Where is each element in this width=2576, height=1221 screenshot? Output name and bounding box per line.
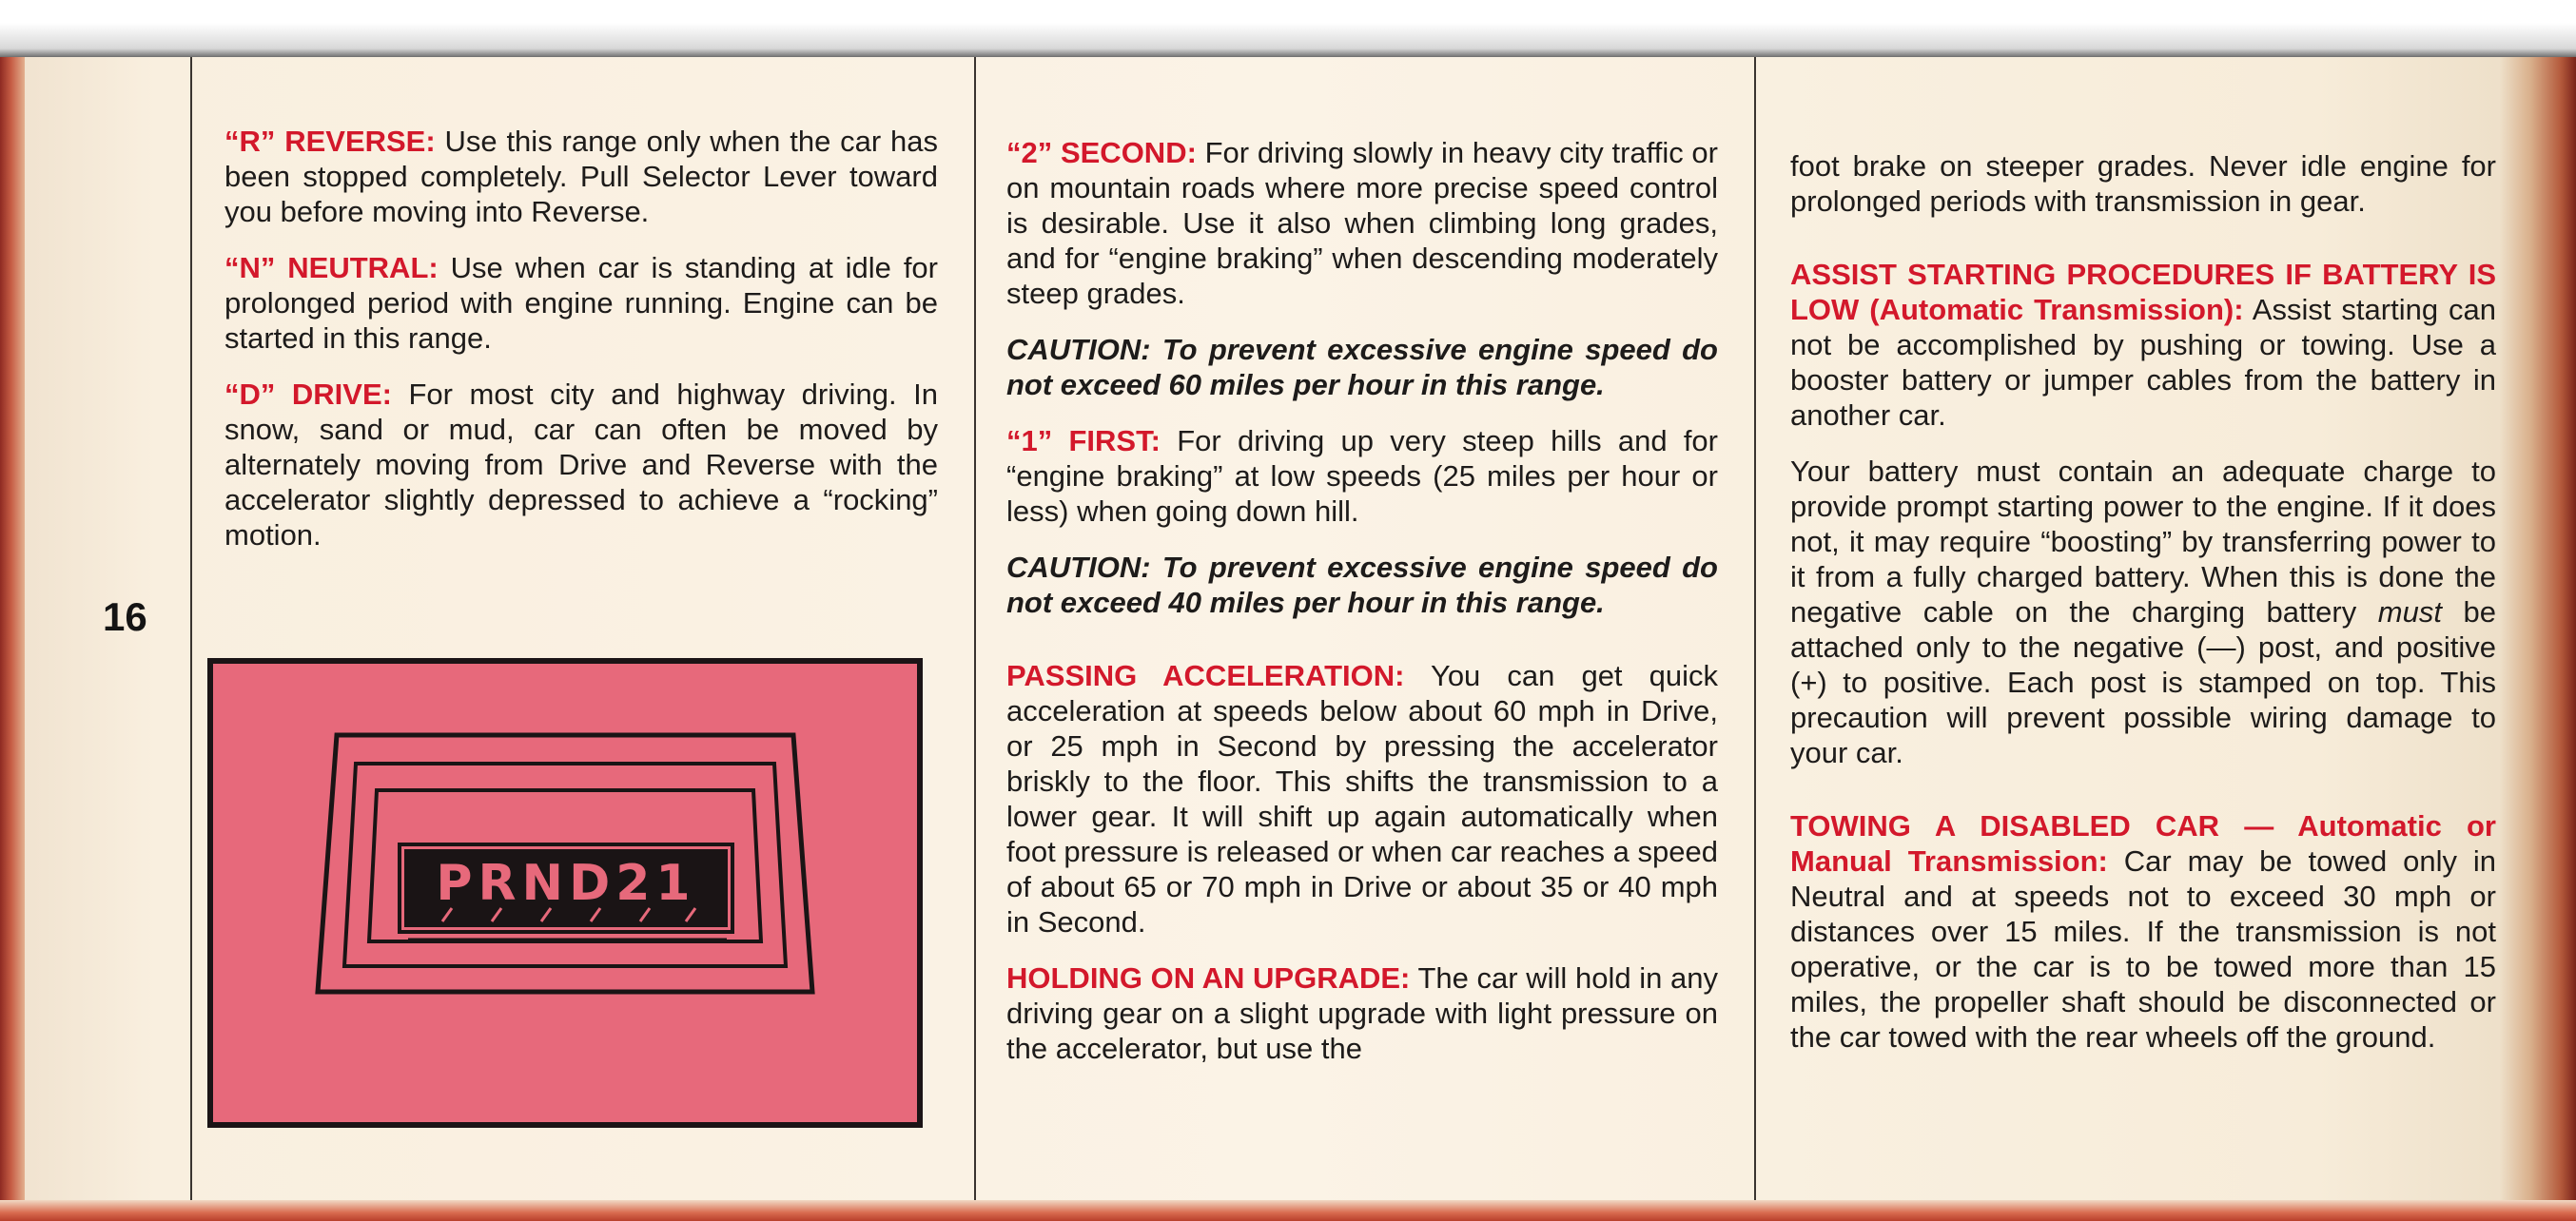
column-divider xyxy=(1754,57,1756,1200)
page-number: 16 xyxy=(103,594,147,639)
text-passing: You can get quick acceleration at speeds below about 60 mph in Drive, or 25 mph in Second by pressing the accelerator briskly to the floor. This shifts the transmission to a lower gear. It will shift up again automatically when foot pressure is released or when car reaches a speed of about 65 or 70 mph in Drive or about 35 or 40 mph in Second. xyxy=(1006,659,1718,939)
heading-assist: ASSIST STARTING PROCEDURES IF BATTERY IS LOW (Automatic Transmission): xyxy=(1790,258,2496,326)
paragraph-second xyxy=(1006,135,1718,311)
text-battery-emphasis: must xyxy=(2377,595,2442,629)
text-towing: Car may be towed only in Neutral and at speeds not to exceed 30 mph or distances over 15 miles. If the transmission is not operative, or the car is to be towed more than 15 miles, the propeller shaft should be disconnected or the car towed with the rear wheels off the ground. xyxy=(1790,844,2496,1054)
text-battery-b: be attached only to the negative (—) post, and positive (+) to positive. Each post is stamped on top. This precaution will prevent possible wiring damage to your car. xyxy=(1790,595,2496,769)
paragraph-reverse xyxy=(224,124,938,229)
text-battery-a: Your battery must contain an adequate charge to provide prompt starting power to the engine. If it does not, it may require “boosting” by transferring power to it from a fully charged battery. When this is done the negative cable on the charging battery xyxy=(1790,455,2496,629)
heading-reverse: “R” REVERSE: xyxy=(224,125,436,158)
gear-indicator-display xyxy=(401,846,731,930)
text-first: For driving up very steep hills and for “engine braking” at low speeds (25 miles per hour or less) when going down hill. xyxy=(1006,424,1718,528)
heading-drive: “D” DRIVE: xyxy=(224,378,392,411)
paragraph-assist xyxy=(1790,257,2496,433)
text-neutral: Use when car is standing at idle for prolonged period with engine running. Engine can be started in this range. xyxy=(224,251,938,355)
paragraph-passing xyxy=(1006,658,1718,940)
text-reverse: Use this range only when the car has been stopped completely. Pull Selector Lever toward you before moving into Reverse. xyxy=(224,125,938,228)
paragraph-continuation: foot brake on steeper grades. Never idle engine for prolonged periods with transmission in gear. xyxy=(1790,149,2496,218)
paragraph-upgrade xyxy=(1006,960,1718,1066)
page-bottom-edge xyxy=(0,1200,2576,1221)
paragraph-towing xyxy=(1790,808,2496,1055)
paragraph-drive xyxy=(224,377,938,552)
column-divider xyxy=(190,57,192,1200)
column-1 xyxy=(224,124,938,573)
book-spine-edge xyxy=(0,57,25,1221)
text-assist: Assist starting can not be accomplished by pushing or towing. Use a booster battery or jumper cables from the battery in another car. xyxy=(1790,293,2496,432)
text-second: For driving slowly in heavy city traffic or on mountain roads where more precise speed control is desirable. Use it also when climbing long grades, and for “engine braking” when descending moderately steep grades. xyxy=(1006,136,1718,310)
column-2 xyxy=(1006,135,1718,1087)
heading-second: “2” SECOND: xyxy=(1006,136,1197,169)
column-3 xyxy=(1790,148,2496,1076)
indicator-tick-marks xyxy=(404,849,728,927)
heading-neutral: “N” NEUTRAL: xyxy=(224,251,439,284)
caution-60mph: CAUTION: To prevent excessive engine speed do not exceed 60 miles per hour in this range. xyxy=(1006,333,1718,401)
paragraph-battery xyxy=(1790,454,2496,770)
page-right-edge xyxy=(2500,57,2576,1221)
heading-passing: PASSING ACCELERATION: xyxy=(1006,659,1405,692)
heading-towing: TOWING A DISABLED CAR — Automatic or Manual Transmission: xyxy=(1790,809,2496,878)
heading-upgrade: HOLDING ON AN UPGRADE: xyxy=(1006,961,1411,995)
column-divider xyxy=(974,57,976,1200)
gear-selector-illustration xyxy=(207,658,923,1128)
gear-indicator-label: PRND21 xyxy=(436,855,696,912)
paragraph-neutral xyxy=(224,250,938,356)
text-upgrade: The car will hold in any driving gear on a slight upgrade with light pressure on the accelerator, but use the xyxy=(1006,961,1718,1065)
paragraph-first xyxy=(1006,423,1718,529)
heading-first: “1” FIRST: xyxy=(1006,424,1161,457)
caution-40mph: CAUTION: To prevent excessive engine speed do not exceed 40 miles per hour in this range. xyxy=(1006,551,1718,619)
top-shadow xyxy=(0,0,2576,57)
text-drive: For most city and highway driving. In snow, sand or mud, car can often be moved by alternately moving from Drive and Reverse with the accelerator slightly depressed to achieve a “rocking” motion. xyxy=(224,378,938,552)
